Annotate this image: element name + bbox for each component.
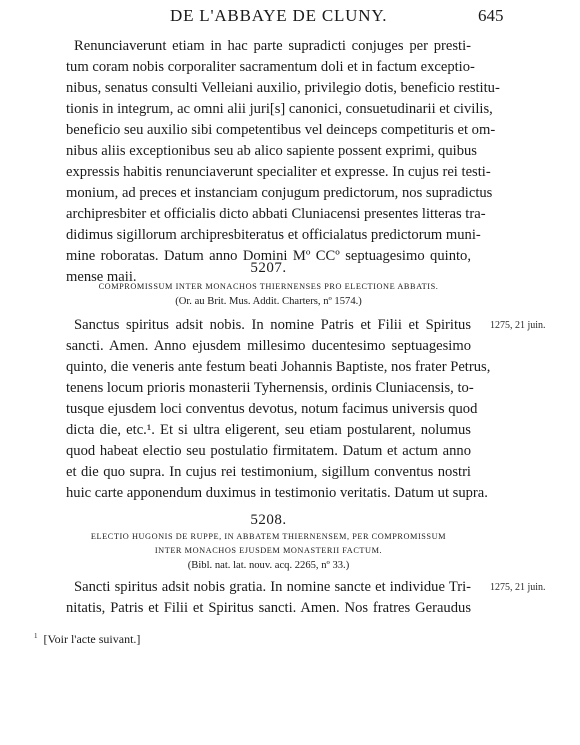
text-line: dicta die, etc.¹. Et si ultra eligerent, seu etiam postularent, nolumus: [66, 422, 471, 438]
margin-date: 1275, 21 juin.: [490, 582, 546, 593]
charter-number: 5207.: [250, 260, 287, 276]
text-line: mense maii.: [66, 269, 137, 285]
page-number: 645: [478, 6, 504, 25]
charter-title: COMPROMISSUM INTER MONACHOS THIERNENSES PRO ELECTIONE ABBATIS.: [98, 282, 439, 291]
text-line: didimus sigillorum archipresbiteratus et officialatus predictorum muni-: [66, 227, 481, 243]
text-line: quinto, die veneris ante festum beati Johannis Baptiste, nos frater Petrus,: [66, 359, 491, 375]
text-line: nibus aliis exceptionibus seu ab alico sapiente possent exprimi, quibus: [66, 143, 477, 159]
text-line: beneficio seu auxilio sibi competentibus vel deinceps competituris et om-: [66, 122, 496, 138]
charter-source: (Bibl. nat. lat. nouv. acq. 2265, nº 33.): [187, 560, 350, 571]
charter-text: [66, 315, 491, 504]
text-line: tusque ejusdem loci conventus devotus, notum facimus universis quod: [66, 401, 478, 417]
text-line: expressis habitis renunciaverunt specialiter et expresse. In cujus rei testi-: [66, 164, 491, 180]
text-line: mine roboratas. Datum anno Domini Mº CCº septuagesimo quinto,: [66, 248, 471, 264]
text-line: sancti. Amen. Anno ejusdem millesimo ducentesimo septuagesimo: [66, 338, 471, 354]
charter-text: [66, 577, 471, 619]
text-line: Renunciaverunt etiam in hac parte supradicti conjuges per presti-: [74, 38, 471, 54]
text-line: nibus, senatus consulti Velleiani auxilio, privilegio dotis, beneficio restitu-: [66, 80, 500, 96]
text-line: Sanctus spiritus adsit nobis. In nomine Patris et Filii et Spiritus: [74, 317, 471, 333]
footnote-text: [Voir l'acte suivant.]: [43, 632, 141, 646]
charter-title: ELECTIO HUGONIS DE RUPPE, IN ABBATEM THIERNENSEM, PER COMPROMISSUM: [90, 532, 447, 541]
charter-title: INTER MONACHOS EJUSDEM MONASTERII FACTUM.: [154, 546, 383, 555]
text-line: tenens locum prioris monasterii Tyhernensis, ordinis Cluniacensis, to-: [66, 380, 474, 396]
text-line: Sancti spiritus adsit nobis gratia. In nomine sancte et individue Tri-: [74, 579, 471, 595]
margin-date: 1275, 21 juin.: [490, 320, 546, 331]
text-line: archipresbiter et officialis dicto abbati Cluniacensi presentes litteras tra-: [66, 206, 486, 222]
page-header: [0, 6, 580, 28]
footnote: [34, 632, 140, 647]
text-line: tum coram nobis corporaliter sacramentum doli et in factum exceptio-: [66, 59, 475, 75]
text-line: tionis in integrum, ac omni alii juri[s] canonici, consuetudinarii et civilis,: [66, 101, 493, 117]
text-line: et die quo supra. In cujus rei testimonium, sigillum conventus nostri: [66, 464, 471, 480]
footnote-mark: 1: [34, 632, 38, 640]
charter-source: (Or. au Brit. Mus. Addit. Charters, nº 1574.): [175, 296, 362, 307]
running-title: DE L'ABBAYE DE CLUNY.: [170, 6, 388, 25]
text-line: nitatis, Patris et Filii et Spiritus sancti. Amen. Nos fratres Geraudus: [66, 600, 471, 616]
charter-number: 5208.: [250, 512, 287, 528]
text-line: monium, ad preces et instanciam conjugum predictorum, nos supradictus: [66, 185, 493, 201]
continuation-text: [66, 36, 500, 288]
text-line: huic carte apponendum duximus in testimonio veritatis. Datum ut supra.: [66, 485, 488, 501]
text-line: quod habeat electio seu postulatio firmitatem. Datum et actum anno: [66, 443, 471, 459]
